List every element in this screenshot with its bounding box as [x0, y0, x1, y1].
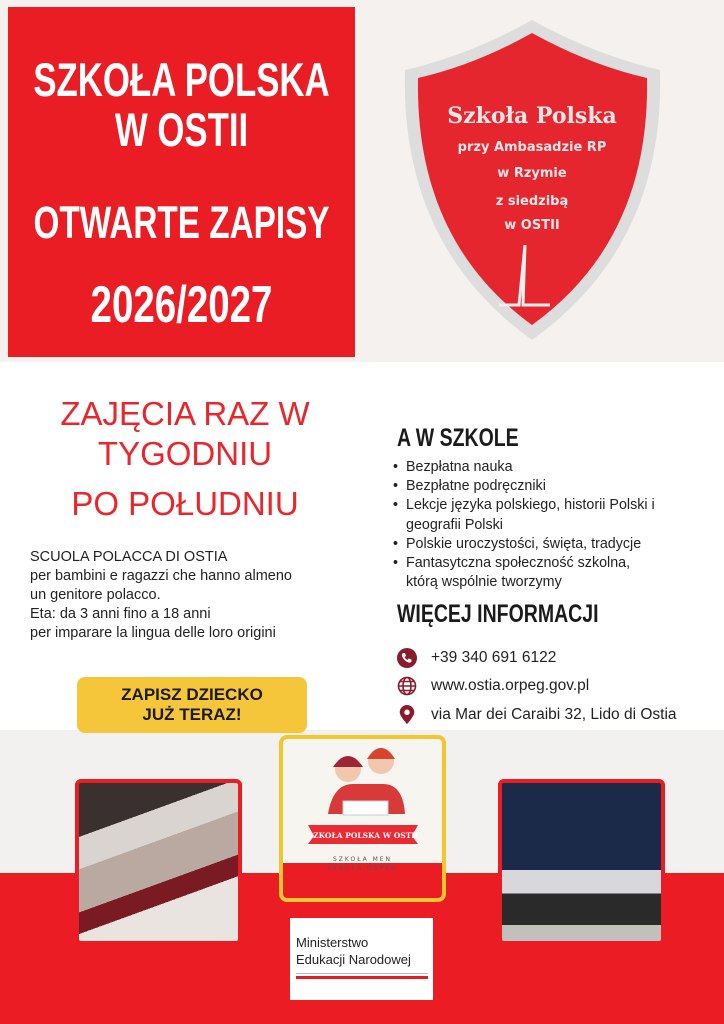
- school-heading: A W SZKOLE: [397, 424, 519, 452]
- enroll-button-line1: ZAPISZ DZIECKO: [121, 685, 263, 704]
- students-celebration-photo: [75, 779, 242, 945]
- shield-line5: w OSTII: [504, 218, 560, 233]
- italian-line: per bambini e ragazzi che hanno almeno: [30, 568, 292, 584]
- children-reading-illustration: [283, 739, 442, 851]
- location-pin-icon: [397, 705, 417, 725]
- shield-line4: z siedzibą: [495, 194, 569, 209]
- ministry-logo: [290, 918, 433, 1000]
- info-heading: WIĘCEJ INFORMACJI: [397, 600, 599, 628]
- school-logo-card: [279, 735, 446, 902]
- shield-line3: w Rzymie: [497, 166, 567, 181]
- logo-sub1: SZKOŁA MEN: [332, 856, 393, 863]
- schedule-heading: [20, 394, 350, 524]
- school-shield-emblem: [395, 15, 670, 345]
- schedule-line2: TYGODNIU: [97, 435, 273, 472]
- italian-line: un genitore polacco.: [30, 587, 161, 603]
- schedule-line3: PO POŁUDNIU: [71, 485, 299, 522]
- italian-line: Eta: da 3 anni fino a 18 anni: [30, 606, 211, 622]
- enroll-button[interactable]: [77, 677, 307, 733]
- enroll-button-line2: JUŻ TERAZ!: [142, 705, 242, 724]
- globe-icon: [397, 676, 417, 696]
- benefits-list: [393, 458, 713, 592]
- shield-line2: przy Ambasadzie RP: [457, 140, 607, 155]
- phone-icon: [397, 648, 417, 668]
- address-text: via Mar dei Caraibi 32, Lido di Ostia: [431, 706, 677, 723]
- list-item: • Fantasytczna społeczność szkolna, którą wspólnie tworzymy: [393, 554, 653, 592]
- logo-sub2: SZKOŁA ORPEG: [327, 865, 398, 872]
- website-link[interactable]: [397, 676, 589, 696]
- school-year: 2026/2027: [90, 276, 273, 334]
- schedule-line1: ZAJĘCIA RAZ W: [60, 395, 310, 432]
- list-item: • Lekcje języka polskiego, historii Polski i geografii Polski: [393, 496, 713, 534]
- list-item: • Bezpłatna nauka: [393, 458, 713, 477]
- title-line1: SZKOŁA POLSKA: [33, 53, 330, 106]
- italian-line: SCUOLA POLACCA DI OSTIA: [30, 549, 228, 565]
- shield-line1: Szkoła Polska: [447, 103, 617, 129]
- italian-line: per imparare la lingua delle loro origini: [30, 625, 276, 641]
- title-block: [8, 7, 355, 357]
- ministry-line1: Ministerstwo: [296, 935, 369, 950]
- ministry-line2: Edukacji Narodowej: [296, 952, 411, 967]
- address-contact: [397, 705, 677, 725]
- logo-banner-text: SZKOŁA POLSKA W OSTII: [307, 831, 419, 840]
- list-item: • Polskie uroczystości, święta, tradycje: [393, 535, 713, 554]
- website-url: www.ostia.orpeg.gov.pl: [431, 677, 590, 694]
- phone-number: +39 340 691 6122: [431, 649, 557, 666]
- students-graduation-photo: [498, 779, 665, 945]
- title-line2: W OSTII: [114, 103, 249, 156]
- italian-description: [30, 548, 292, 643]
- phone-contact[interactable]: [397, 648, 556, 668]
- list-item: • Bezpłatne podręczniki: [393, 477, 713, 496]
- enrollment-text: OTWARTE ZAPISY: [33, 197, 330, 248]
